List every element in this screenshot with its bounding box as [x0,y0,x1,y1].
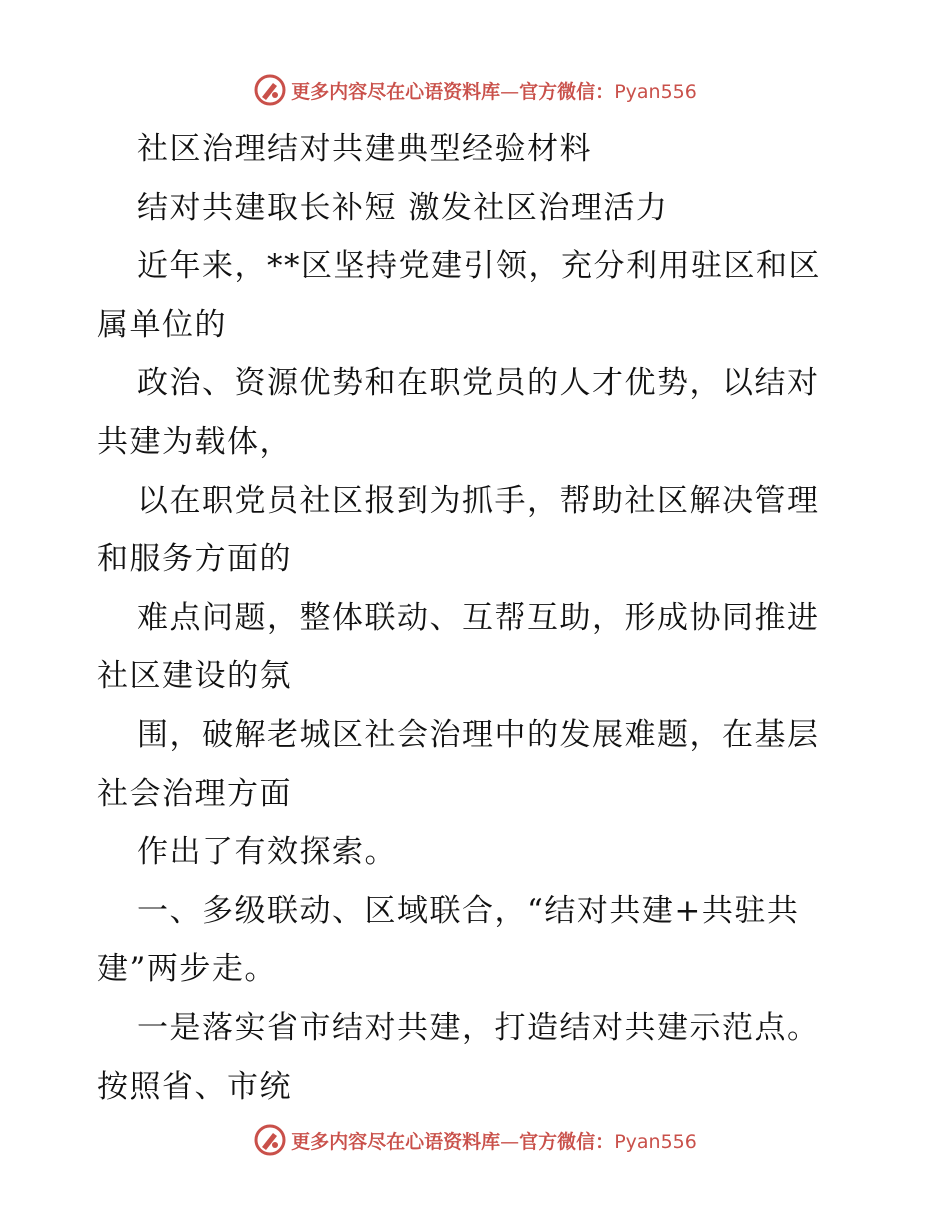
document-body [97,120,852,1116]
header-banner [0,72,950,108]
text-line: 属单位的 [97,306,227,343]
text-line: 近年来，**区坚持党建引领，充分利用驻区和区 [137,248,821,285]
text-line: 围，破解老城区社会治理中的发展难题，在基层 [137,716,820,753]
text-line: 建”两步走。 [97,951,277,988]
text-line: 结对共建取长补短 激发社区治理活力 [137,189,669,226]
banner-text: 更多内容尽在心语资料库—官方微信：Pyan556 [291,1130,697,1153]
text-line: 按照省、市统 [97,1068,292,1105]
logo-icon [253,73,287,107]
text-line: 社区治理结对共建典型经验材料 [137,131,592,167]
banner-text: 更多内容尽在心语资料库—官方微信：Pyan556 [291,80,697,103]
text-line: 共建为载体， [97,423,292,460]
text-line: 以在职党员社区报到为抓手，帮助社区解决管理 [137,482,820,519]
text-line: 一、多级联动、区域联合，“结对共建+共驻共 [137,892,800,929]
logo-icon [253,1123,287,1157]
text-line: 和服务方面的 [97,541,292,578]
text-line: 难点问题，整体联动、互帮互助，形成协同推进 [137,599,820,636]
text-line: 一是落实省市结对共建，打造结对共建示范点。 [137,1009,820,1046]
text-line: 作出了有效探索。 [137,834,397,871]
text-line: 社区建设的氛 [97,658,292,695]
footer-banner [0,1122,950,1158]
text-line: 政治、资源优势和在职党员的人才优势，以结对 [137,365,820,402]
text-line: 社会治理方面 [97,775,292,812]
